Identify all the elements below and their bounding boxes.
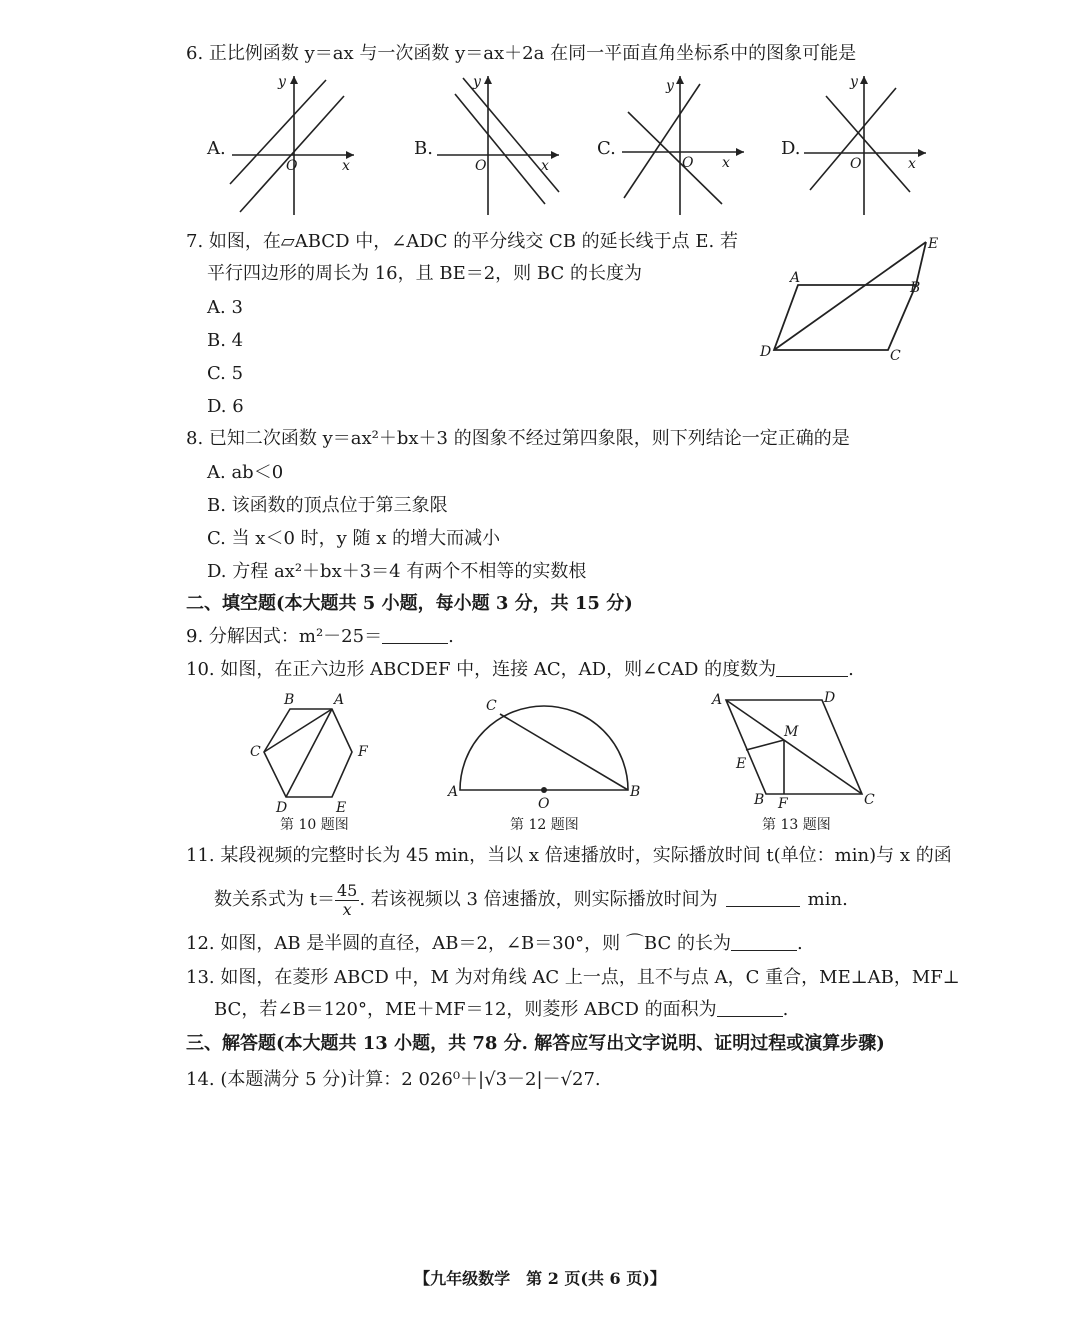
q6a-origin-label: O: [286, 158, 298, 174]
hex-label-b: B: [284, 692, 295, 708]
q11-unit: min.: [807, 889, 848, 910]
q12-figure-caption: 第 12 题图: [510, 817, 579, 833]
q8-option-d: D. 方程 ax²＋bx＋3＝4 有两个不相等的实数根: [207, 561, 587, 582]
q6-graph-a: [228, 72, 358, 218]
q9-text: [186, 625, 454, 649]
rhom-label-d: D: [824, 690, 836, 706]
q11-fraction-numerator: 45: [336, 880, 358, 900]
page-footer: 【九年级数学 第 2 页(共 6 页)】: [414, 1269, 666, 1288]
q7-option-d: D. 6: [207, 396, 244, 417]
rhom-label-a: A: [712, 692, 723, 708]
q10-text: [186, 658, 854, 682]
q13-line2: [214, 998, 788, 1022]
q13-line1: 13. 如图，在菱形 ABCD 中，M 为对角线 AC 上一点，且不与点 A，C 重合，ME⊥AB，MF⊥: [186, 967, 960, 988]
q6c-x-label: x: [722, 155, 730, 171]
semi-label-a: A: [448, 784, 459, 800]
q6d-origin-label: O: [850, 156, 862, 172]
q13-end: .: [782, 999, 789, 1020]
q9-end: .: [448, 626, 454, 647]
q11-line2: [214, 880, 848, 920]
q11-line1: 11. 某段视频的完整时长为 45 min，当以 x 倍速播放时，实际播放时间 t(单位：min)与 x 的函: [186, 845, 952, 866]
q13-answer-blank[interactable]: [717, 998, 783, 1017]
q9-answer-blank[interactable]: [382, 625, 448, 644]
section-2-heading: 二、填空题(本大题共 5 小题，每小题 3 分，共 15 分): [186, 593, 633, 614]
q6-graph-c: [618, 72, 748, 218]
hex-label-f: F: [358, 744, 368, 760]
rhom-label-e: E: [736, 756, 747, 772]
q7-label-b: B: [910, 280, 921, 296]
rhom-label-f: F: [778, 796, 788, 812]
q6b-origin-label: O: [475, 158, 487, 174]
q10-prompt: 10. 如图，在正六边形 ABCDEF 中，连接 AC，AD，则∠CAD 的度数为: [186, 659, 777, 680]
q6c-origin-label: O: [682, 155, 694, 171]
q6-option-c-label: C.: [597, 138, 616, 159]
q6b-y-label: y: [473, 74, 481, 90]
q8-option-b: B. 该函数的顶点位于第三象限: [207, 495, 448, 516]
q12-semicircle-figure: [444, 690, 644, 816]
q6b-x-label: x: [541, 158, 549, 174]
q8-option-a: A. ab＜0: [207, 462, 284, 483]
q10-answer-blank[interactable]: [776, 658, 848, 677]
q11-fraction: [335, 882, 359, 919]
q7-line2: 平行四边形的周长为 16，且 BE＝2，则 BC 的长度为: [207, 263, 642, 284]
q12-text: [186, 932, 803, 956]
hex-label-d: D: [276, 800, 288, 816]
q7-option-a: A. 3: [207, 297, 243, 318]
rhom-label-m: M: [784, 724, 799, 740]
hex-label-a: A: [334, 692, 345, 708]
q13-rhombus-figure: [708, 686, 888, 816]
q13-prompt: BC，若∠B＝120°，ME＋MF＝12，则菱形 ABCD 的面积为: [214, 999, 717, 1020]
q10-end: .: [848, 659, 854, 680]
q6-stem: 6. 正比例函数 y＝ax 与一次函数 y＝ax＋2a 在同一平面直角坐标系中的图象可能是: [186, 43, 857, 64]
q6-option-b-label: B.: [414, 138, 433, 159]
q7-label-d: D: [760, 344, 772, 360]
q12-prompt: 12. 如图，AB 是半圆的直径，AB＝2，∠B＝30°，则 ⌒BC 的长为: [186, 933, 731, 954]
q11-question: . 若该视频以 3 倍速播放，则实际播放时间为: [359, 889, 718, 910]
q7-option-c: C. 5: [207, 363, 244, 384]
q12-end: .: [796, 933, 803, 954]
q11-formula-prefix: 数关系式为 t＝: [214, 889, 335, 910]
hex-label-e: E: [336, 800, 347, 816]
q6d-x-label: x: [908, 156, 916, 172]
q11-answer-blank[interactable]: [726, 888, 800, 907]
q14-text: 14. (本题满分 5 分)计算：2 026⁰＋|√3－2|－√27.: [186, 1069, 601, 1090]
rhom-label-c: C: [864, 792, 875, 808]
q7-line1: 7. 如图，在▱ABCD 中，∠ADC 的平分线交 CB 的延长线于点 E. 若: [186, 231, 738, 252]
q6c-y-label: y: [666, 78, 674, 94]
semi-label-c: C: [486, 698, 497, 714]
q7-label-a: A: [790, 270, 801, 286]
q10-hexagon-figure: [248, 690, 388, 820]
q12-answer-blank[interactable]: [731, 932, 797, 951]
q7-label-e: E: [928, 236, 939, 252]
q6-graph-b: [433, 72, 563, 218]
semi-label-b: B: [630, 784, 641, 800]
q6-option-a-label: A.: [207, 138, 226, 159]
semi-label-o: O: [538, 796, 550, 812]
q8-stem: 8. 已知二次函数 y＝ax²＋bx＋3 的图象不经过第四象限，则下列结论一定正确的是: [186, 428, 850, 449]
q6-graph-d: [800, 72, 930, 218]
q6a-x-label: x: [342, 158, 350, 174]
q7-option-b: B. 4: [207, 330, 244, 351]
q7-parallelogram-figure: [756, 228, 946, 368]
q6d-y-label: y: [850, 74, 858, 90]
q9-prompt: 9. 分解因式：m²－25＝: [186, 626, 383, 647]
q7-label-c: C: [890, 348, 901, 364]
q13-figure-caption: 第 13 题图: [762, 817, 831, 833]
q11-fraction-denominator: x: [342, 899, 352, 919]
hex-label-c: C: [250, 744, 261, 760]
q6a-y-label: y: [278, 74, 286, 90]
q6-option-d-label: D.: [781, 138, 801, 159]
q8-option-c: C. 当 x＜0 时，y 随 x 的增大而减小: [207, 528, 501, 549]
section-3-heading: 三、解答题(本大题共 13 小题，共 78 分. 解答应写出文字说明、证明过程或演算步骤): [186, 1033, 885, 1054]
rhom-label-b: B: [754, 792, 765, 808]
q10-figure-caption: 第 10 题图: [280, 817, 349, 833]
